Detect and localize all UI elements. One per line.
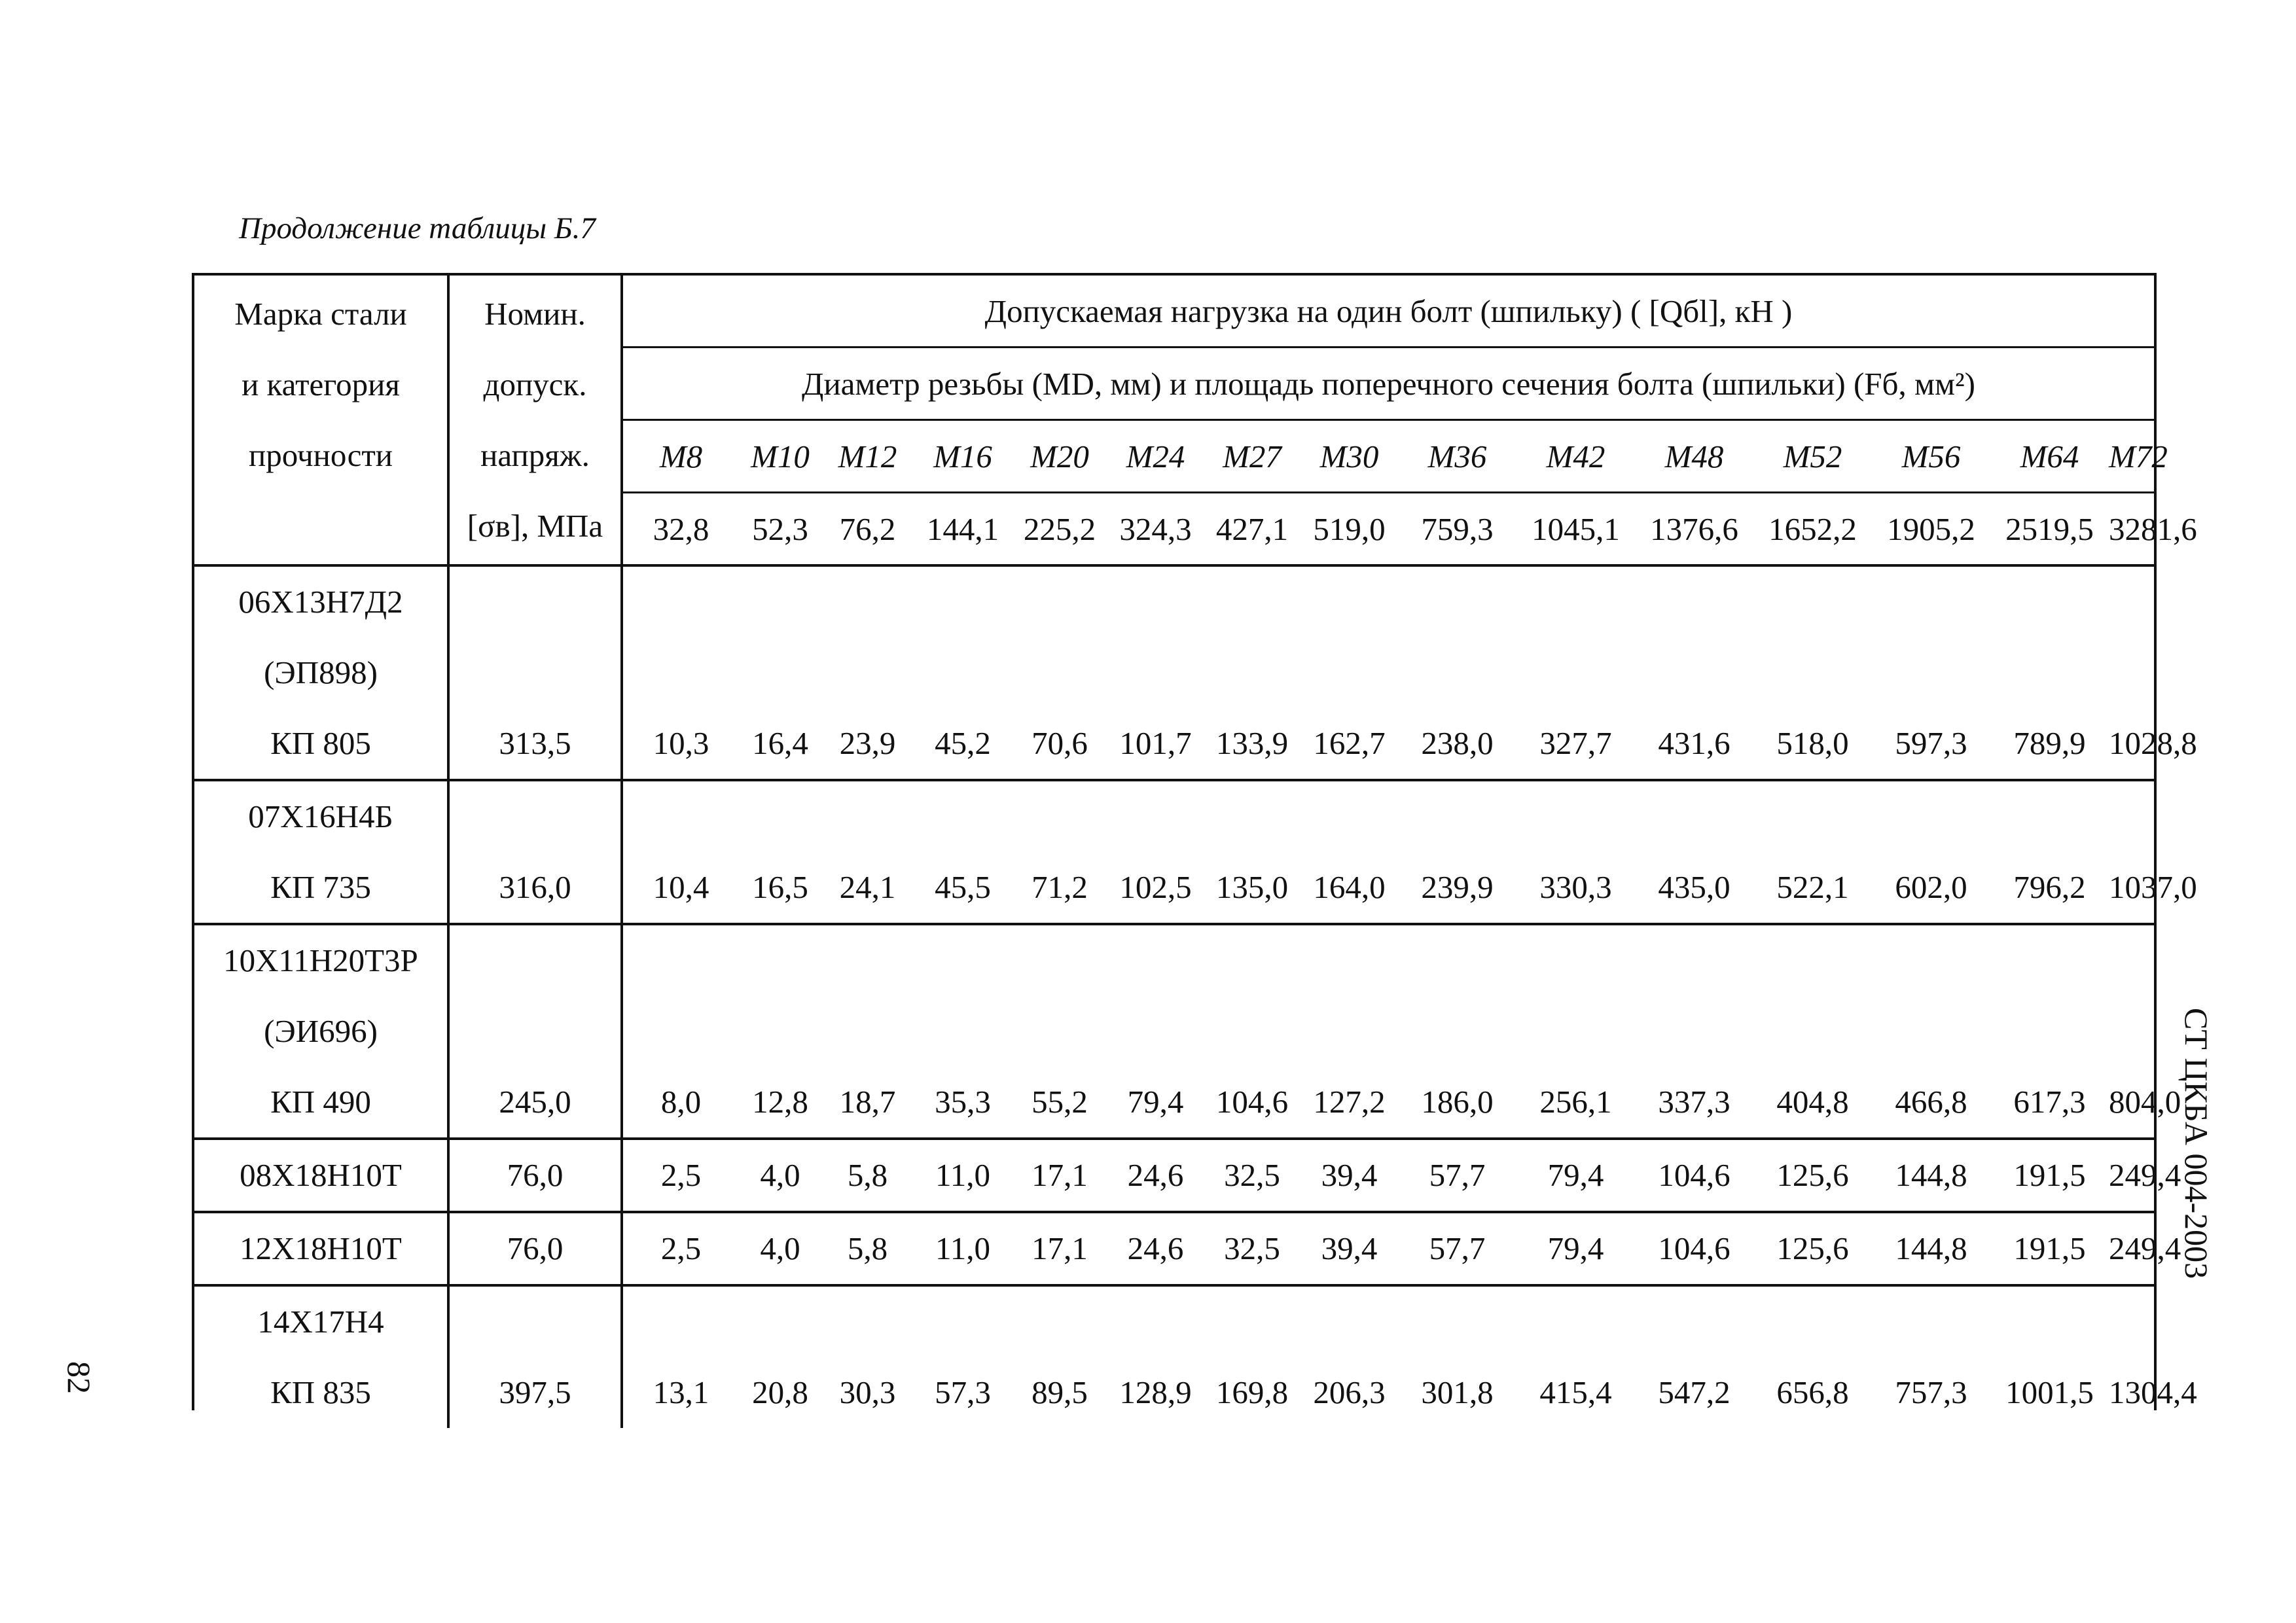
load-value-cell: 125,6	[1753, 1212, 1872, 1285]
diameter-cell: M12	[821, 420, 914, 493]
header-steel-grade-line: и категория	[242, 366, 400, 402]
load-value-cell: 249,4	[2109, 1139, 2154, 1212]
diameter-cell: M27	[1204, 420, 1300, 493]
load-value-cell: 206,3	[1300, 1285, 1398, 1428]
allowable-stress-cell: 397,5	[448, 1285, 622, 1428]
diameter-cell: M30	[1300, 420, 1398, 493]
area-cell: 1652,2	[1753, 493, 1872, 566]
load-value-cell: 24,6	[1107, 1139, 1204, 1212]
load-value-cell: 39,4	[1300, 1212, 1398, 1285]
load-value-cell: 191,5	[1990, 1212, 2109, 1285]
area-cell: 1376,6	[1635, 493, 1753, 566]
area-cell: 759,3	[1398, 493, 1516, 566]
load-value-cell: 57,7	[1398, 1139, 1516, 1212]
diameter-cell: M16	[914, 420, 1012, 493]
load-value-cell: 32,5	[1204, 1212, 1300, 1285]
header-steel-grade-line: Марка стали	[234, 295, 407, 332]
load-value-cell: 191,5	[1990, 1139, 2109, 1212]
diameter-cell: M36	[1398, 420, 1516, 493]
load-value-cell: 10,3	[622, 565, 739, 780]
load-value-cell: 102,5	[1107, 780, 1204, 924]
diameter-cell: M24	[1107, 420, 1204, 493]
load-value-cell: 164,0	[1300, 780, 1398, 924]
load-value-cell: 17,1	[1012, 1212, 1107, 1285]
load-value-cell: 24,6	[1107, 1212, 1204, 1285]
load-value-cell: 104,6	[1204, 924, 1300, 1139]
area-cell: 1905,2	[1872, 493, 1990, 566]
steel-grade-line: 14Х17Н4	[257, 1304, 384, 1340]
load-value-cell: 547,2	[1635, 1285, 1753, 1428]
load-value-cell: 238,0	[1398, 565, 1516, 780]
table-row	[194, 565, 2154, 780]
load-value-cell: 79,4	[1516, 1139, 1635, 1212]
load-value-cell: 466,8	[1872, 924, 1990, 1139]
load-value-cell: 1001,5	[1990, 1285, 2109, 1428]
load-value-cell: 17,1	[1012, 1139, 1107, 1212]
diameter-cell: M52	[1753, 420, 1872, 493]
load-value-cell: 89,5	[1012, 1285, 1107, 1428]
load-value-cell: 18,7	[821, 924, 914, 1139]
diameter-cell: M8	[622, 420, 739, 493]
table-row	[194, 1285, 2154, 1428]
area-cell: 76,2	[821, 493, 914, 566]
load-value-cell: 30,3	[821, 1285, 914, 1428]
header-allowable-stress-line: [σв], МПа	[467, 507, 603, 544]
load-value-cell: 337,3	[1635, 924, 1753, 1139]
load-value-cell: 415,4	[1516, 1285, 1635, 1428]
allowable-stress-cell: 245,0	[448, 924, 622, 1139]
load-value-cell: 79,4	[1107, 924, 1204, 1139]
steel-grade-line: КП 805	[270, 725, 371, 761]
area-cell: 3281,6	[2109, 493, 2154, 566]
document-code: СТ ЦКБА 004-2003	[2178, 1008, 2215, 1279]
load-value-cell: 1028,8	[2109, 565, 2154, 780]
header-diameter-title: Диаметр резьбы (MD, мм) и площадь поперечного сечения болта (шпильки) (Fб, мм²)	[622, 348, 2154, 420]
load-value-cell: 656,8	[1753, 1285, 1872, 1428]
load-value-cell: 186,0	[1398, 924, 1516, 1139]
load-value-cell: 256,1	[1516, 924, 1635, 1139]
table-caption: Продолжение таблицы Б.7	[239, 211, 596, 245]
load-value-cell: 5,8	[821, 1139, 914, 1212]
area-cell: 52,3	[739, 493, 821, 566]
steel-grade-line: КП 835	[270, 1374, 371, 1410]
steel-grade-line: 10Х11Н20Т3Р	[223, 942, 418, 978]
load-value-cell: 13,1	[622, 1285, 739, 1428]
load-value-cell: 8,0	[622, 924, 739, 1139]
steel-grade-cell	[194, 1285, 448, 1428]
steel-grade-cell	[194, 1139, 448, 1212]
steel-grade-line: (ЭИ696)	[264, 1013, 378, 1049]
load-value-cell: 55,2	[1012, 924, 1107, 1139]
load-value-cell: 16,4	[739, 565, 821, 780]
load-value-cell: 12,8	[739, 924, 821, 1139]
diameter-cell: M56	[1872, 420, 1990, 493]
steel-grade-cell	[194, 1212, 448, 1285]
area-cell: 519,0	[1300, 493, 1398, 566]
load-value-cell: 133,9	[1204, 565, 1300, 780]
area-cell: 324,3	[1107, 493, 1204, 566]
load-value-cell: 431,6	[1635, 565, 1753, 780]
load-value-cell: 796,2	[1990, 780, 2109, 924]
load-value-cell: 10,4	[622, 780, 739, 924]
area-cell: 1045,1	[1516, 493, 1635, 566]
load-value-cell: 330,3	[1516, 780, 1635, 924]
load-value-cell: 4,0	[739, 1139, 821, 1212]
load-value-cell: 125,6	[1753, 1139, 1872, 1212]
diameter-cell: M48	[1635, 420, 1753, 493]
header-steel-grade-line: прочности	[249, 437, 393, 473]
load-value-cell: 597,3	[1872, 565, 1990, 780]
load-value-cell: 1037,0	[2109, 780, 2154, 924]
steel-grade-line: 08Х18Н10Т	[240, 1157, 402, 1193]
steel-grade-cell	[194, 565, 448, 780]
steel-grade-line: 12Х18Н10Т	[240, 1230, 402, 1266]
load-value-cell: 239,9	[1398, 780, 1516, 924]
steel-grade-line: КП 735	[270, 869, 371, 905]
load-value-cell: 518,0	[1753, 565, 1872, 780]
load-value-cell: 327,7	[1516, 565, 1635, 780]
load-value-cell: 39,4	[1300, 1139, 1398, 1212]
steel-grade-line: 06Х13Н7Д2	[238, 584, 403, 620]
header-row-1	[194, 276, 2154, 348]
load-value-cell: 71,2	[1012, 780, 1107, 924]
diameter-cell: M10	[739, 420, 821, 493]
steel-grade-line: 07Х16Н4Б	[248, 798, 393, 834]
load-value-cell: 70,6	[1012, 565, 1107, 780]
allowable-stress-cell: 313,5	[448, 565, 622, 780]
allowable-stress-cell: 316,0	[448, 780, 622, 924]
load-value-cell: 617,3	[1990, 924, 2109, 1139]
load-value-cell: 104,6	[1635, 1139, 1753, 1212]
diameter-cell: M42	[1516, 420, 1635, 493]
load-value-cell: 79,4	[1516, 1212, 1635, 1285]
load-value-cell: 2,5	[622, 1139, 739, 1212]
load-value-cell: 16,5	[739, 780, 821, 924]
load-value-cell: 104,6	[1635, 1212, 1753, 1285]
load-value-cell: 45,2	[914, 565, 1012, 780]
header-spacer	[194, 491, 447, 562]
load-value-cell: 11,0	[914, 1139, 1012, 1212]
load-value-cell: 24,1	[821, 780, 914, 924]
table-row	[194, 1212, 2154, 1285]
allowable-stress-cell: 76,0	[448, 1139, 622, 1212]
load-value-cell: 23,9	[821, 565, 914, 780]
load-value-cell: 4,0	[739, 1212, 821, 1285]
header-load-title: Допускаемая нагрузка на один болт (шпильку) ( [Qбl], кН )	[622, 276, 2154, 348]
diameter-cell: M20	[1012, 420, 1107, 493]
load-value-cell: 11,0	[914, 1212, 1012, 1285]
load-value-cell: 169,8	[1204, 1285, 1300, 1428]
load-value-cell: 35,3	[914, 924, 1012, 1139]
load-value-cell: 522,1	[1753, 780, 1872, 924]
diameter-cell: M72	[2109, 420, 2154, 493]
diameter-cell: M64	[1990, 420, 2109, 493]
area-cell: 427,1	[1204, 493, 1300, 566]
header-steel-grade	[194, 276, 448, 565]
load-value-cell: 1304,4	[2109, 1285, 2154, 1428]
load-value-cell: 101,7	[1107, 565, 1204, 780]
page-number: 82	[61, 1361, 98, 1394]
header-allowable-stress	[448, 276, 622, 565]
header-allowable-stress-line: допуск.	[483, 366, 587, 402]
load-value-cell: 32,5	[1204, 1139, 1300, 1212]
steel-grade-line: (ЭП898)	[264, 654, 378, 690]
allowable-stress-cell: 76,0	[448, 1212, 622, 1285]
area-cell: 32,8	[622, 493, 739, 566]
area-cell: 225,2	[1012, 493, 1107, 566]
load-value-cell: 135,0	[1204, 780, 1300, 924]
load-value-cell: 435,0	[1635, 780, 1753, 924]
load-value-cell: 2,5	[622, 1212, 739, 1285]
steel-grade-line: КП 490	[270, 1084, 371, 1120]
load-value-cell: 45,5	[914, 780, 1012, 924]
load-value-cell: 127,2	[1300, 924, 1398, 1139]
load-value-cell: 128,9	[1107, 1285, 1204, 1428]
area-cell: 2519,5	[1990, 493, 2109, 566]
steel-grade-cell	[194, 780, 448, 924]
load-value-cell: 249,4	[2109, 1212, 2154, 1285]
load-value-cell: 144,8	[1872, 1212, 1990, 1285]
steel-grade-cell	[194, 924, 448, 1139]
load-value-cell: 57,7	[1398, 1212, 1516, 1285]
load-value-cell: 404,8	[1753, 924, 1872, 1139]
load-value-cell: 757,3	[1872, 1285, 1990, 1428]
header-allowable-stress-line: Номин.	[484, 295, 586, 332]
load-value-cell: 20,8	[739, 1285, 821, 1428]
load-value-cell: 144,8	[1872, 1139, 1990, 1212]
load-value-cell: 789,9	[1990, 565, 2109, 780]
load-value-cell: 602,0	[1872, 780, 1990, 924]
table-row	[194, 924, 2154, 1139]
load-value-cell: 804,0	[2109, 924, 2154, 1139]
header-allowable-stress-line: напряж.	[480, 437, 590, 473]
load-value-cell: 5,8	[821, 1212, 914, 1285]
table-row	[194, 1139, 2154, 1212]
load-value-cell: 301,8	[1398, 1285, 1516, 1428]
load-value-cell: 57,3	[914, 1285, 1012, 1428]
table-row	[194, 780, 2154, 924]
area-cell: 144,1	[914, 493, 1012, 566]
load-value-cell: 162,7	[1300, 565, 1398, 780]
